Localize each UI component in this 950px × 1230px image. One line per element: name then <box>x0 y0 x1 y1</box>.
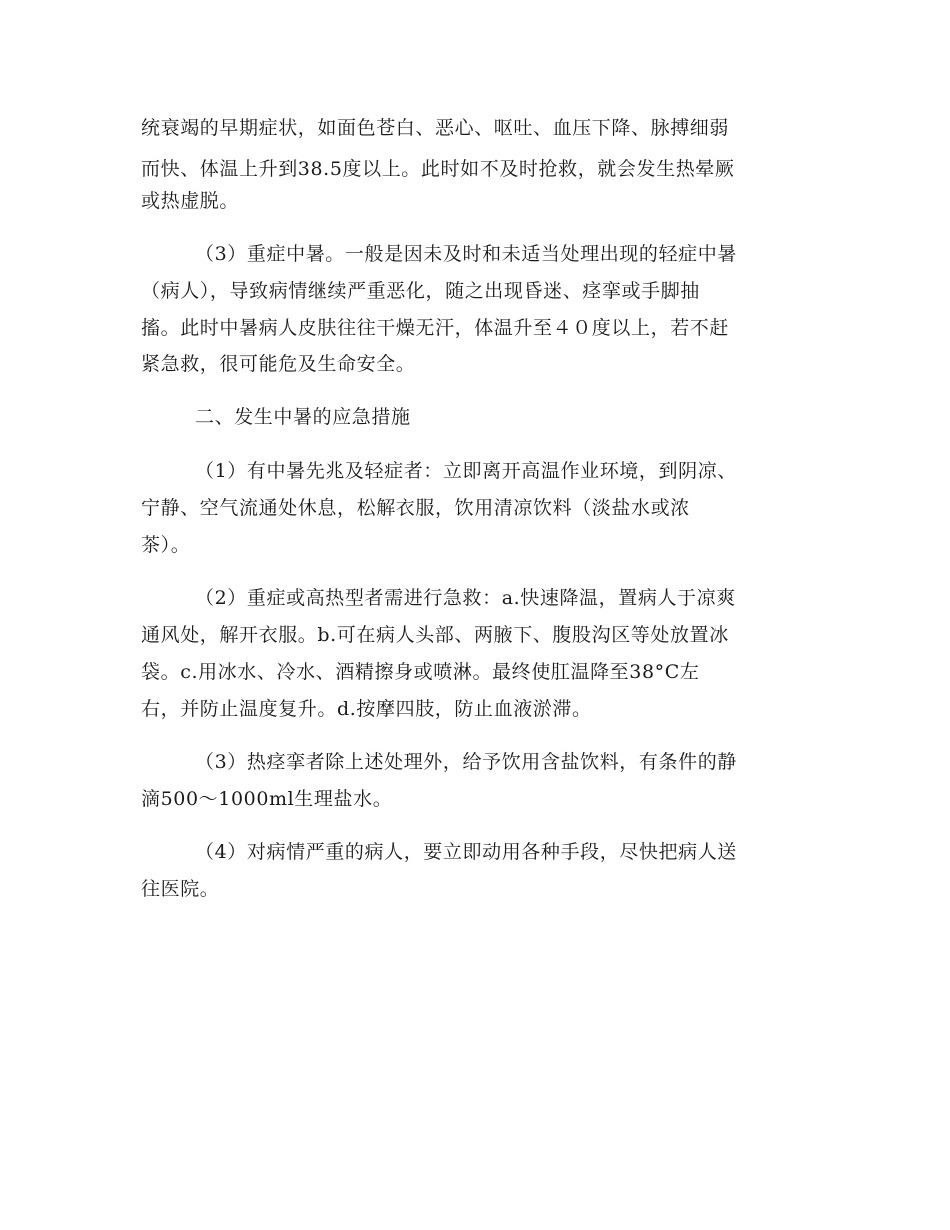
text-line: 或热虚脱。 <box>141 190 240 212</box>
text-line: 统衰竭的早期症状，如面色苍白、恶心、呕吐、血压下降、脉搏细弱 <box>141 117 730 139</box>
text-line: 茶）。 <box>141 534 191 556</box>
text-line: 往医院。 <box>141 878 220 900</box>
text-line: （3）重症中暑。一般是因未及时和未适当处理出现的轻症中暑 <box>195 243 737 265</box>
text-line: 通风处，解开衣服。b.可在病人头部、两腋下、腹股沟区等处放置冰 <box>141 624 729 646</box>
text-line: 滴500～1000ml生理盐水。 <box>141 788 393 810</box>
text-line: 而快、体温上升到38.5度以上。此时如不及时抢救，就会发生热晕厥 <box>141 158 735 180</box>
text-line: 搐。此时中暑病人皮肤往往干燥无汗，体温升至４０度以上，若不赶 <box>141 317 730 339</box>
text-line: （病人），导致病情继续严重恶化，随之出现昏迷、痉挛或手脚抽 <box>141 280 700 302</box>
heading-line: 二、发生中暑的应急措施 <box>195 406 411 428</box>
text-line: （1）有中暑先兆及轻症者：立即离开高温作业环境，到阴凉、 <box>195 460 737 482</box>
text-line: 宁静、空气流通处休息，松解衣服，饮用清凉饮料（淡盐水或浓 <box>141 497 690 519</box>
text-line: 紧急救，很可能危及生命安全。 <box>141 353 416 375</box>
text-line: （2）重症或高热型者需进行急救：a.快速降温，置病人于凉爽 <box>195 587 736 609</box>
text-line: （3）热痉挛者除上述处理外，给予饮用含盐饮料，有条件的静 <box>195 751 737 773</box>
text-line: 右，并防止温度复升。d.按摩四肢，防止血液淤滞。 <box>141 698 592 720</box>
text-line: 袋。c.用冰水、冷水、酒精擦身或喷淋。最终使肛温降至38°C左 <box>141 661 700 683</box>
text-line: （4）对病情严重的病人，要立即动用各种手段，尽快把病人送 <box>195 841 737 863</box>
